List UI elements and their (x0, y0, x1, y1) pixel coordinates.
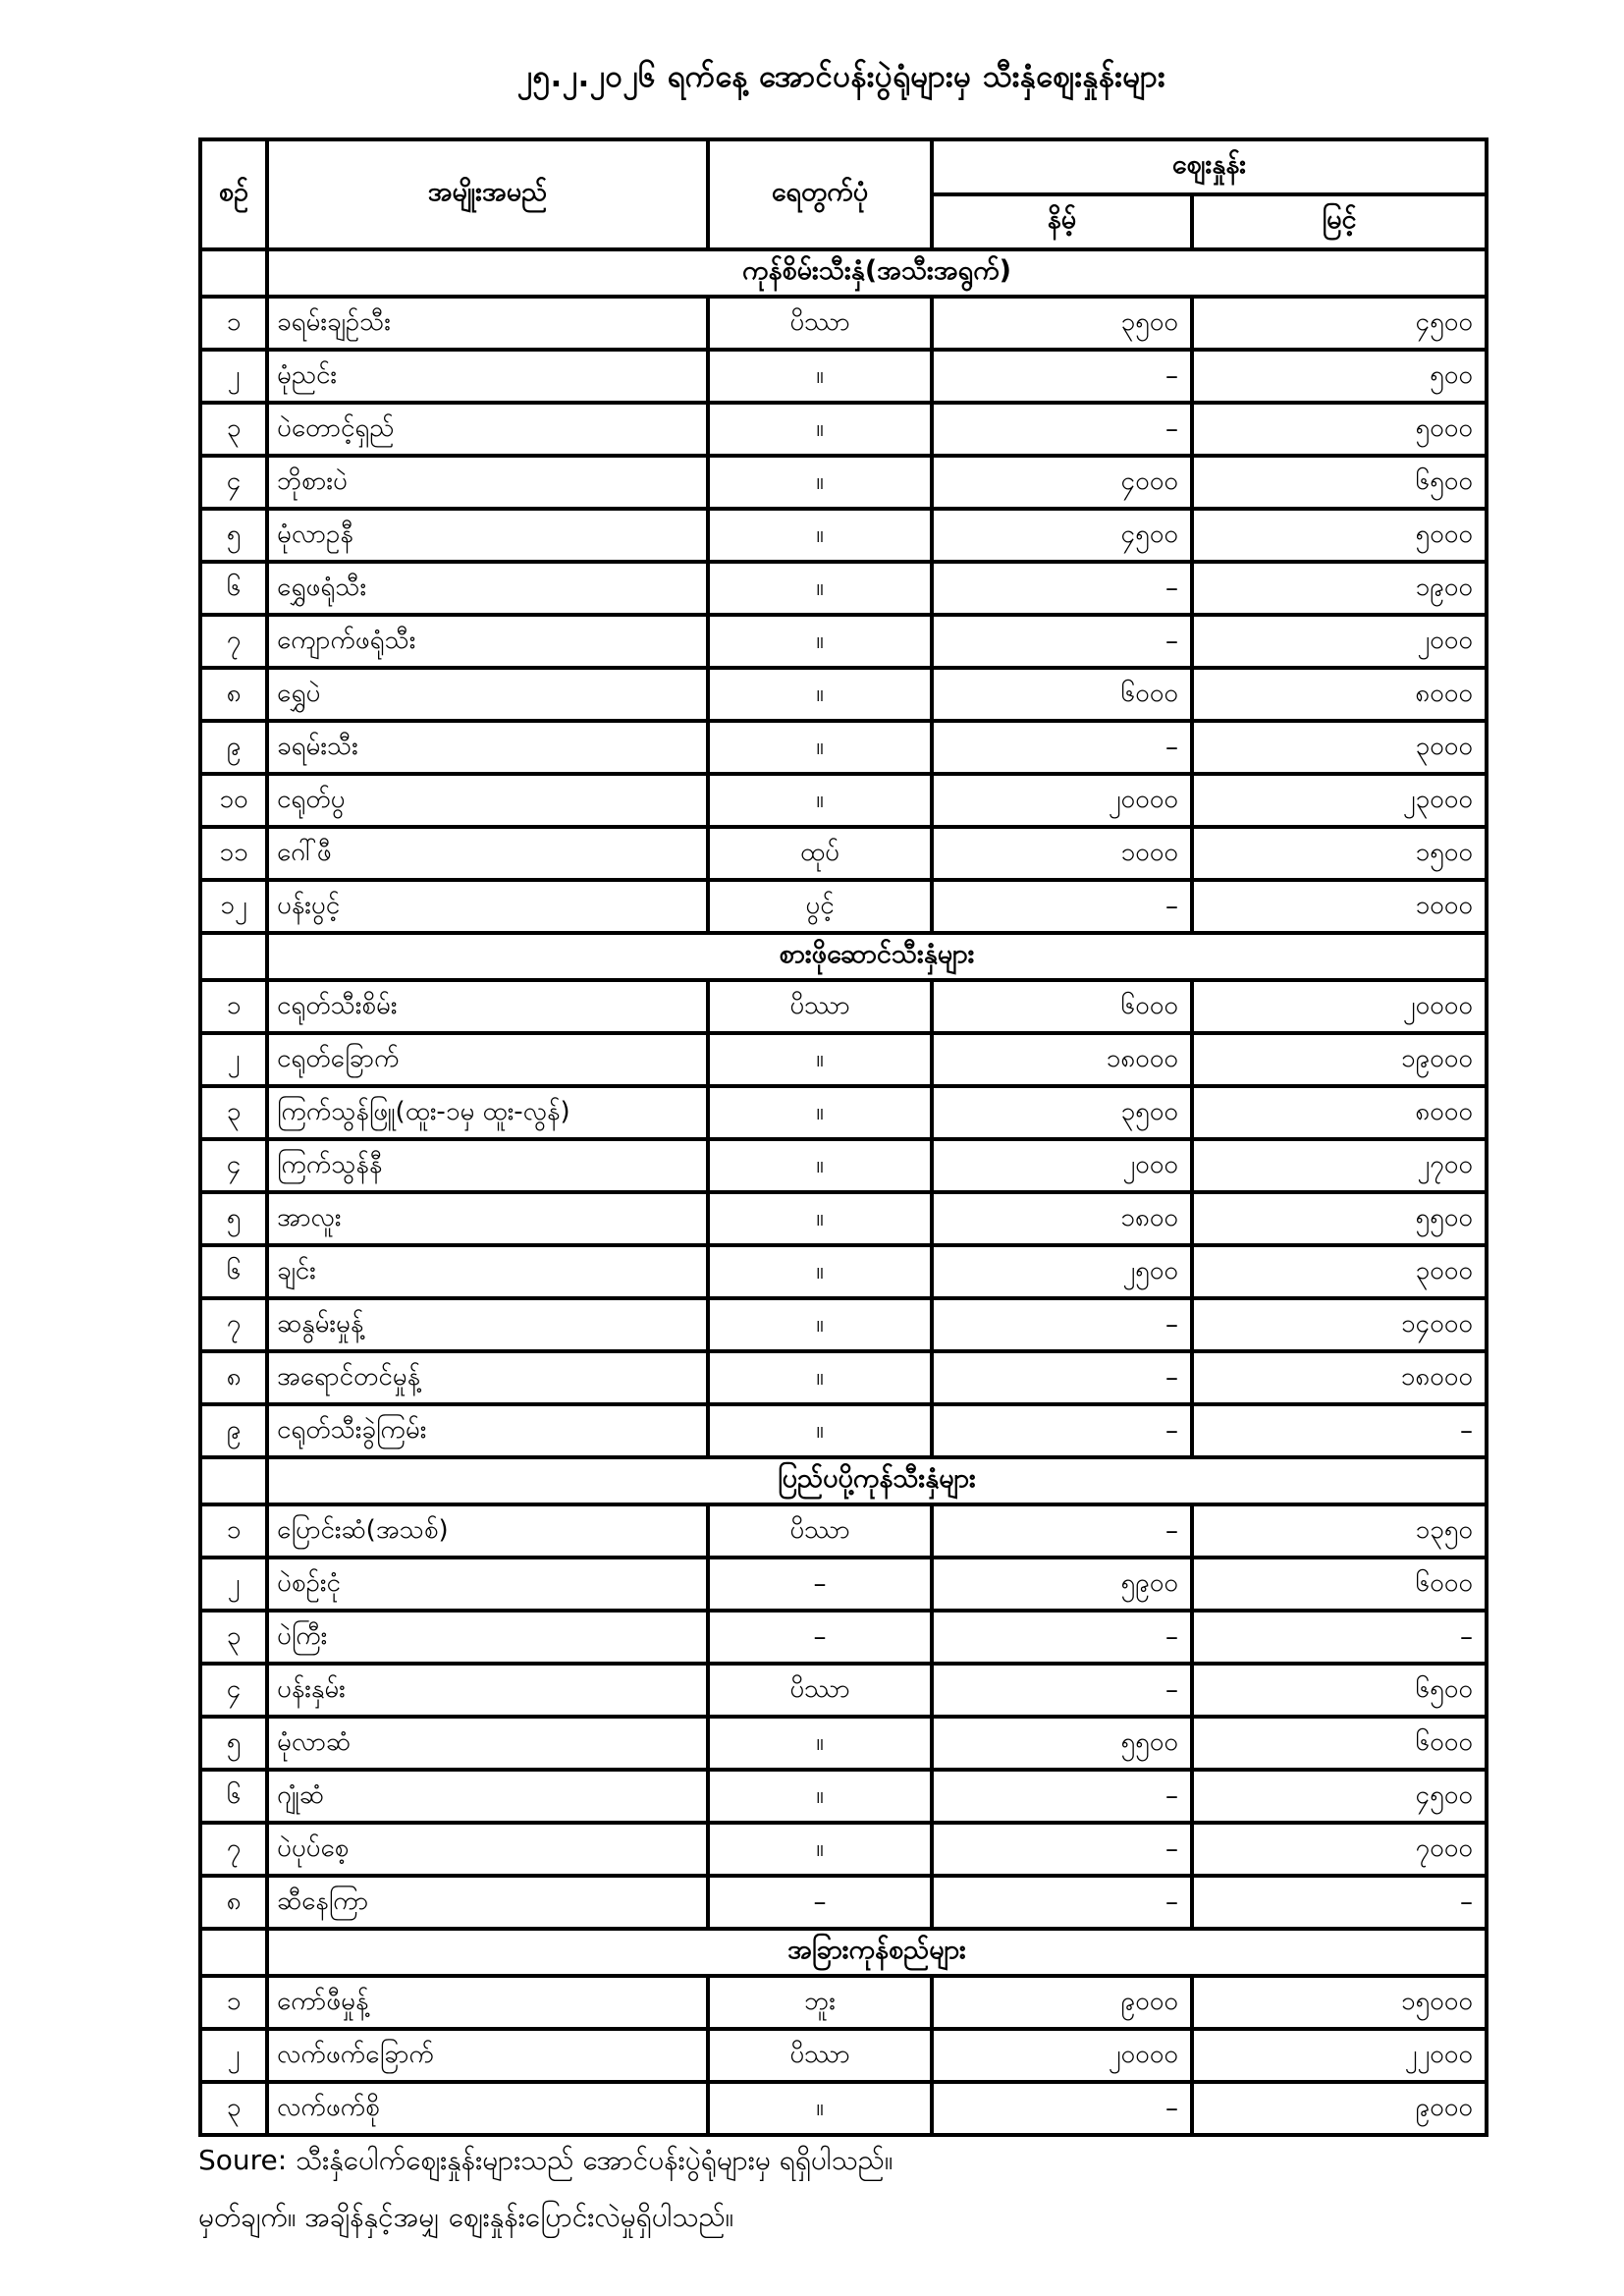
item-unit: ။ (708, 1404, 932, 1457)
table-row (200, 880, 1487, 933)
item-no: ၁ (200, 1976, 267, 2029)
table-row (200, 1139, 1487, 1192)
item-no: ၃ (200, 2082, 267, 2135)
table-row (200, 297, 1487, 350)
table-row (200, 2029, 1487, 2082)
item-high: ၂၀၀၀ (1192, 615, 1487, 668)
column-header-high: မြင့် (1192, 194, 1487, 249)
item-high: ၁၅၀၀ (1192, 827, 1487, 880)
table-row (200, 1404, 1487, 1457)
item-high: – (1192, 1876, 1487, 1929)
table-row (200, 456, 1487, 509)
item-low: ၄၅၀၀ (932, 509, 1192, 562)
table-row (200, 1876, 1487, 1929)
item-no: ၇ (200, 1823, 267, 1876)
table-row (200, 1770, 1487, 1823)
item-high: ၂၂၀၀၀ (1192, 2029, 1487, 2082)
item-name: ကော်ဖီမှုန့် (267, 1976, 708, 2029)
item-name: ဂေါ်ဖီ (267, 827, 708, 880)
table-row (200, 509, 1487, 562)
table-body (200, 249, 1487, 2135)
item-unit: ။ (708, 668, 932, 721)
table-row (200, 1976, 1487, 2029)
item-high: ၁၈၀၀၀ (1192, 1351, 1487, 1404)
item-unit: ပိဿာ (708, 1664, 932, 1717)
item-unit: ။ (708, 1717, 932, 1770)
table-row (200, 1351, 1487, 1404)
item-low: ၅၅၀၀ (932, 1717, 1192, 1770)
table-row (200, 1192, 1487, 1245)
table-row (200, 403, 1487, 456)
table-row (200, 1611, 1487, 1664)
column-header-no: စဉ် (200, 139, 267, 249)
column-header-low: နိမ့် (932, 194, 1192, 249)
item-unit: ။ (708, 509, 932, 562)
item-low: ၅၉၀၀ (932, 1558, 1192, 1611)
item-low: – (932, 1298, 1192, 1351)
table-row (200, 1033, 1487, 1086)
item-unit: ။ (708, 350, 932, 403)
item-no: ၇ (200, 615, 267, 668)
item-no: ၅ (200, 1192, 267, 1245)
page-title: ၂၅.၂.၂၀၂၆ ရက်နေ့ အောင်ပန်းပွဲရုံများမှ သီးနှံဈေးနှုန်းများ (516, 59, 1166, 94)
table-row (200, 980, 1487, 1033)
section-title: ပြည်ပပို့ကုန်သီးနှံများ (267, 1457, 1487, 1504)
section-no-cell (200, 1929, 267, 1976)
column-header-price: ဈေးနှုန်း (932, 139, 1487, 194)
item-low: ၃၅၀၀ (932, 1086, 1192, 1139)
item-no: ၃ (200, 1611, 267, 1664)
item-no: ၄ (200, 456, 267, 509)
item-no: ၂ (200, 2029, 267, 2082)
item-low: – (932, 562, 1192, 615)
item-unit: ။ (708, 1298, 932, 1351)
column-header-unit: ရေတွက်ပုံ (708, 139, 932, 249)
item-high: ၅၅၀၀ (1192, 1192, 1487, 1245)
item-name: အာလူး (267, 1192, 708, 1245)
item-no: ၁ (200, 297, 267, 350)
section-no-cell (200, 249, 267, 297)
item-no: ၈ (200, 1876, 267, 1929)
item-high: ၃၀၀၀ (1192, 1245, 1487, 1298)
item-name: ပဲတောင့်ရှည် (267, 403, 708, 456)
item-unit: ။ (708, 1245, 932, 1298)
item-high: ၃၀၀၀ (1192, 721, 1487, 774)
item-no: ၁ (200, 980, 267, 1033)
item-high: – (1192, 1404, 1487, 1457)
item-no: ၁၁ (200, 827, 267, 880)
item-unit: ထုပ် (708, 827, 932, 880)
table-row (200, 1245, 1487, 1298)
item-unit: ။ (708, 1033, 932, 1086)
section-title: စားဖိုဆောင်သီးနှံများ (267, 933, 1487, 980)
item-high: ၉၀၀၀ (1192, 2082, 1487, 2135)
item-unit: ပွင့် (708, 880, 932, 933)
item-unit: ။ (708, 2082, 932, 2135)
item-name: ငရုတ်ပွ (267, 774, 708, 827)
item-name: ကြက်သွန်နီ (267, 1139, 708, 1192)
item-name: ငရုတ်ခြောက် (267, 1033, 708, 1086)
item-name: ကျောက်ဖရုံသီး (267, 615, 708, 668)
item-name: ပြောင်းဆံ(အသစ်) (267, 1504, 708, 1558)
item-low: ၁၈၀၀၀ (932, 1033, 1192, 1086)
section-title: ကုန်စိမ်းသီးနှံ(အသီးအရွက်) (267, 249, 1487, 297)
footer (198, 2144, 1553, 2261)
item-high: ၆၅၀၀ (1192, 1664, 1487, 1717)
item-low: – (932, 1664, 1192, 1717)
item-high: ၁၄၀၀၀ (1192, 1298, 1487, 1351)
item-no: ၁၂ (200, 880, 267, 933)
header-row-top (200, 139, 1487, 194)
table-row (200, 827, 1487, 880)
section-header-row (200, 1929, 1487, 1976)
item-no: ၂ (200, 350, 267, 403)
column-header-name: အမျိုးအမည် (267, 139, 708, 249)
item-unit: ပိဿာ (708, 2029, 932, 2082)
item-low: – (932, 1770, 1192, 1823)
item-high: ၆၀၀၀ (1192, 1717, 1487, 1770)
item-name: မုံလာဥနီ (267, 509, 708, 562)
table-row (200, 1086, 1487, 1139)
item-name: ငရုတ်သီးခွဲကြမ်း (267, 1404, 708, 1457)
item-low: – (932, 615, 1192, 668)
item-name: ရွှေပဲ (267, 668, 708, 721)
item-unit: ။ (708, 774, 932, 827)
section-header-row (200, 249, 1487, 297)
table-header (200, 139, 1487, 249)
item-unit: ပိဿာ (708, 1504, 932, 1558)
item-no: ၉ (200, 721, 267, 774)
item-unit: ။ (708, 456, 932, 509)
item-high: ၁၀၀၀ (1192, 880, 1487, 933)
item-high: ၆၀၀၀ (1192, 1558, 1487, 1611)
item-unit: ။ (708, 721, 932, 774)
item-name: လက်ဖက်ခြောက် (267, 2029, 708, 2082)
item-low: ၂၀၀၀၀ (932, 2029, 1192, 2082)
table-row (200, 2082, 1487, 2135)
item-name: အရောင်တင်မှုန့် (267, 1351, 708, 1404)
item-low: – (932, 880, 1192, 933)
item-high: ၇၀၀၀ (1192, 1823, 1487, 1876)
item-name: ပန်းပွင့် (267, 880, 708, 933)
item-no: ၃ (200, 1086, 267, 1139)
item-high: ၆၅၀၀ (1192, 456, 1487, 509)
section-no-cell (200, 1457, 267, 1504)
item-no: ၄ (200, 1664, 267, 1717)
item-high: ၁၅၀၀၀ (1192, 1976, 1487, 2029)
item-unit: ။ (708, 1139, 932, 1192)
table-row (200, 350, 1487, 403)
item-name: ချင်း (267, 1245, 708, 1298)
item-no: ၂ (200, 1033, 267, 1086)
item-high: ၂၃၀၀၀ (1192, 774, 1487, 827)
table-row (200, 562, 1487, 615)
item-low: – (932, 1404, 1192, 1457)
item-unit: ။ (708, 1351, 932, 1404)
item-name: ပဲစဉ်းငုံ (267, 1558, 708, 1611)
item-no: ၇ (200, 1298, 267, 1351)
item-low: ၃၅၀၀ (932, 297, 1192, 350)
item-high: ၂၀၀၀၀ (1192, 980, 1487, 1033)
footer-source-line: Soure: သီးနှံပေါက်ဈေးနှုန်းများသည် အောင်ပန်းပွဲရုံများမှ ရရှိပါသည်။ (198, 2144, 893, 2176)
item-name: လက်ဖက်စို (267, 2082, 708, 2135)
item-name: ဘိုစားပဲ (267, 456, 708, 509)
item-no: ၅ (200, 1717, 267, 1770)
item-low: ၁၀၀၀ (932, 827, 1192, 880)
table-row (200, 1504, 1487, 1558)
item-low: – (932, 721, 1192, 774)
item-name: ဆနွမ်းမှုန့် (267, 1298, 708, 1351)
item-name: ကြက်သွန်ဖြူ(ထူး-၁မှ ထူး-လွန်) (267, 1086, 708, 1139)
item-name: ခရမ်းချဉ်သီး (267, 297, 708, 350)
table-row (200, 615, 1487, 668)
item-no: ၆ (200, 1770, 267, 1823)
item-high: ၈၀၀၀ (1192, 1086, 1487, 1139)
table-row (200, 668, 1487, 721)
item-unit: ပိဿာ (708, 980, 932, 1033)
item-low: ၁၈၀၀ (932, 1192, 1192, 1245)
item-name: ပန်းနှမ်း (267, 1664, 708, 1717)
section-header-row (200, 933, 1487, 980)
section-no-cell (200, 933, 267, 980)
table-row (200, 1717, 1487, 1770)
section-title: အခြားကုန်စည်များ (267, 1929, 1487, 1976)
item-unit: ။ (708, 615, 932, 668)
item-low: – (932, 1876, 1192, 1929)
item-unit: ပိဿာ (708, 297, 932, 350)
item-low: ၄၀၀၀ (932, 456, 1192, 509)
item-high: – (1192, 1611, 1487, 1664)
item-high: ၂၇၀၀ (1192, 1139, 1487, 1192)
price-table (198, 137, 1489, 2137)
table-row (200, 1298, 1487, 1351)
table-row (200, 1664, 1487, 1717)
item-high: ၄၅၀၀ (1192, 297, 1487, 350)
item-unit: ။ (708, 1823, 932, 1876)
item-low: – (932, 350, 1192, 403)
item-unit: ။ (708, 562, 932, 615)
footer-note-line: မှတ်ချက်။ အချိန်နှင့်အမျှ ဈေးနှုန်းပြောင်းလဲမှုရှိပါသည်။ (198, 2201, 734, 2233)
item-high: ၅၀၀၀ (1192, 403, 1487, 456)
item-name: မုံလာဆံ (267, 1717, 708, 1770)
item-high: ၁၉၀၀၀ (1192, 1033, 1487, 1086)
item-low: – (932, 1823, 1192, 1876)
item-low: – (932, 2082, 1192, 2135)
item-high: ၄၅၀၀ (1192, 1770, 1487, 1823)
item-low: ၆၀၀၀ (932, 980, 1192, 1033)
item-no: ၉ (200, 1404, 267, 1457)
item-name: ပဲပုပ်စေ့ (267, 1823, 708, 1876)
item-no: ၂ (200, 1558, 267, 1611)
item-no: ၄ (200, 1139, 267, 1192)
item-name: ဆီနေကြာ (267, 1876, 708, 1929)
item-no: ၃ (200, 403, 267, 456)
item-low: – (932, 403, 1192, 456)
item-name: ငရုတ်သီးစိမ်း (267, 980, 708, 1033)
table-row (200, 774, 1487, 827)
item-no: ၆ (200, 562, 267, 615)
item-high: ၁၃၅၀ (1192, 1504, 1487, 1558)
item-unit: ။ (708, 403, 932, 456)
item-unit: – (708, 1558, 932, 1611)
item-name: ဂျုံဆံ (267, 1770, 708, 1823)
table-row (200, 721, 1487, 774)
item-unit: ။ (708, 1086, 932, 1139)
item-unit: ဘူး (708, 1976, 932, 2029)
item-no: ၁၀ (200, 774, 267, 827)
table-row (200, 1823, 1487, 1876)
item-high: ၅၀၀ (1192, 350, 1487, 403)
item-low: ၂၀၀၀၀ (932, 774, 1192, 827)
item-low: ၆၀၀၀ (932, 668, 1192, 721)
item-unit: – (708, 1611, 932, 1664)
item-no: ၈ (200, 1351, 267, 1404)
item-no: ၆ (200, 1245, 267, 1298)
item-low: ၂၀၀၀ (932, 1139, 1192, 1192)
item-name: မုံညင်း (267, 350, 708, 403)
item-name: ရွှေဖရုံသီး (267, 562, 708, 615)
item-unit: ။ (708, 1770, 932, 1823)
item-low: – (932, 1504, 1192, 1558)
item-unit: ။ (708, 1192, 932, 1245)
item-no: ၁ (200, 1504, 267, 1558)
item-high: ၁၉၀၀ (1192, 562, 1487, 615)
item-low: ၂၅၀၀ (932, 1245, 1192, 1298)
item-low: – (932, 1351, 1192, 1404)
item-unit: – (708, 1876, 932, 1929)
item-name: ခရမ်းသီး (267, 721, 708, 774)
item-low: ၉၀၀၀ (932, 1976, 1192, 2029)
item-no: ၈ (200, 668, 267, 721)
item-low: – (932, 1611, 1192, 1664)
item-name: ပဲကြီး (267, 1611, 708, 1664)
item-high: ၅၀၀၀ (1192, 509, 1487, 562)
item-no: ၅ (200, 509, 267, 562)
section-header-row (200, 1457, 1487, 1504)
item-high: ၈၀၀၀ (1192, 668, 1487, 721)
table-row (200, 1558, 1487, 1611)
